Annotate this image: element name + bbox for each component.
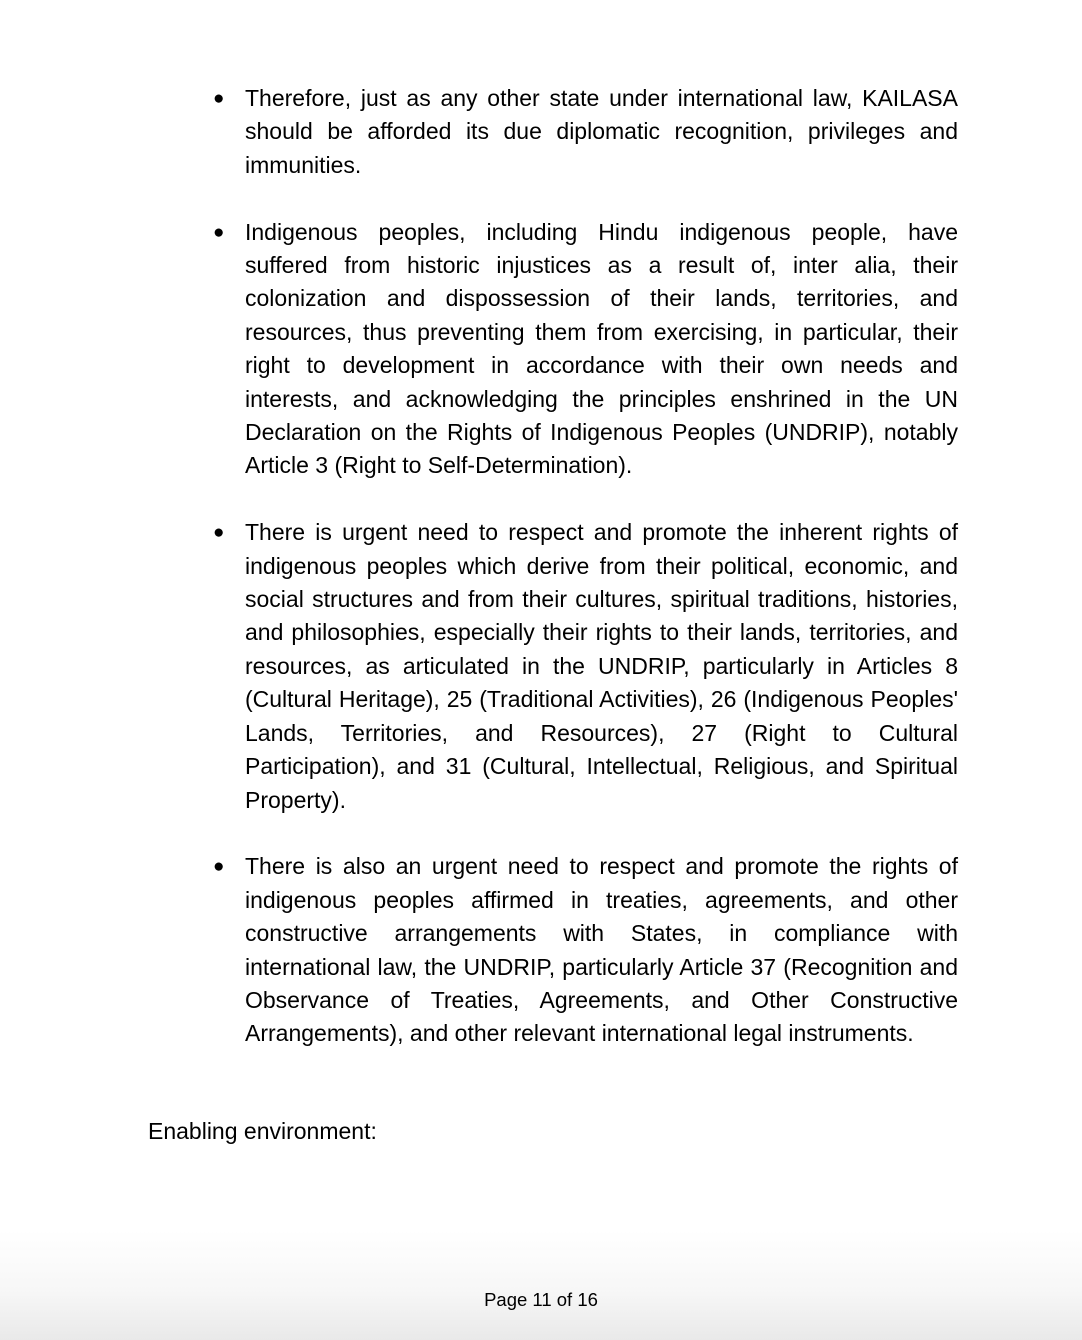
list-item (210, 216, 958, 483)
bullet-icon: ● (213, 221, 225, 243)
section-heading: Enabling environment: (148, 1118, 377, 1144)
bullet-icon: ● (213, 88, 225, 109)
page-number: Page 11 of 16 (484, 1289, 598, 1310)
bullet-text: Indigenous peoples, including Hindu indigenous people, have suffered from historic injustices as a result of, inter alia, their colonization and dispossession of their lands, territories, and resources, thus preventing them from exercising, in particular, their right to development in accordance with their own needs and interests, and acknowledging the principles enshrined in the UN Declaration on the Rights of Indigenous Peoples (UNDRIP), notably Article 3 (Right to Self-Determination). (245, 218, 958, 479)
list-item (210, 82, 958, 182)
list-item (210, 516, 958, 817)
bullet-text: Therefore, just as any other state under international law, KAILASA should be afforded its due diplomatic recognition, privileges and immunities. (245, 85, 958, 178)
bullet-text: There is urgent need to respect and promote the inherent rights of indigenous peoples which derive from their political, economic, and social structures and from their cultures, spiritual traditions, histories, and philosophies, especially their rights to their lands, territories, and resources, as articulated in the UNDRIP, particularly in Articles 8 (Cultural Heritage), 25 (Traditional Activities), 26 (Indigenous Peoples' Lands, Territories, and Resources), 27 (Right to Cultural Participation), and 31 (Cultural, Intellectual, Religious, and Spiritual Property). (245, 519, 958, 813)
bullet-text: There is also an urgent need to respect and promote the rights of indigenous peoples affirmed in treaties, agreements, and other constructive arrangements with States, in compliance with international law, the UNDRIP, particularly Article 37 (Recognition and Observance of Treaties, Agreements, and Other Constructive Arrangements), and other relevant international legal instruments. (245, 853, 958, 1047)
list-item (210, 850, 958, 1050)
bullet-list (210, 82, 958, 1084)
bullet-icon: ● (213, 522, 225, 544)
bullet-icon: ● (213, 856, 225, 878)
page-footer (0, 1230, 1082, 1340)
